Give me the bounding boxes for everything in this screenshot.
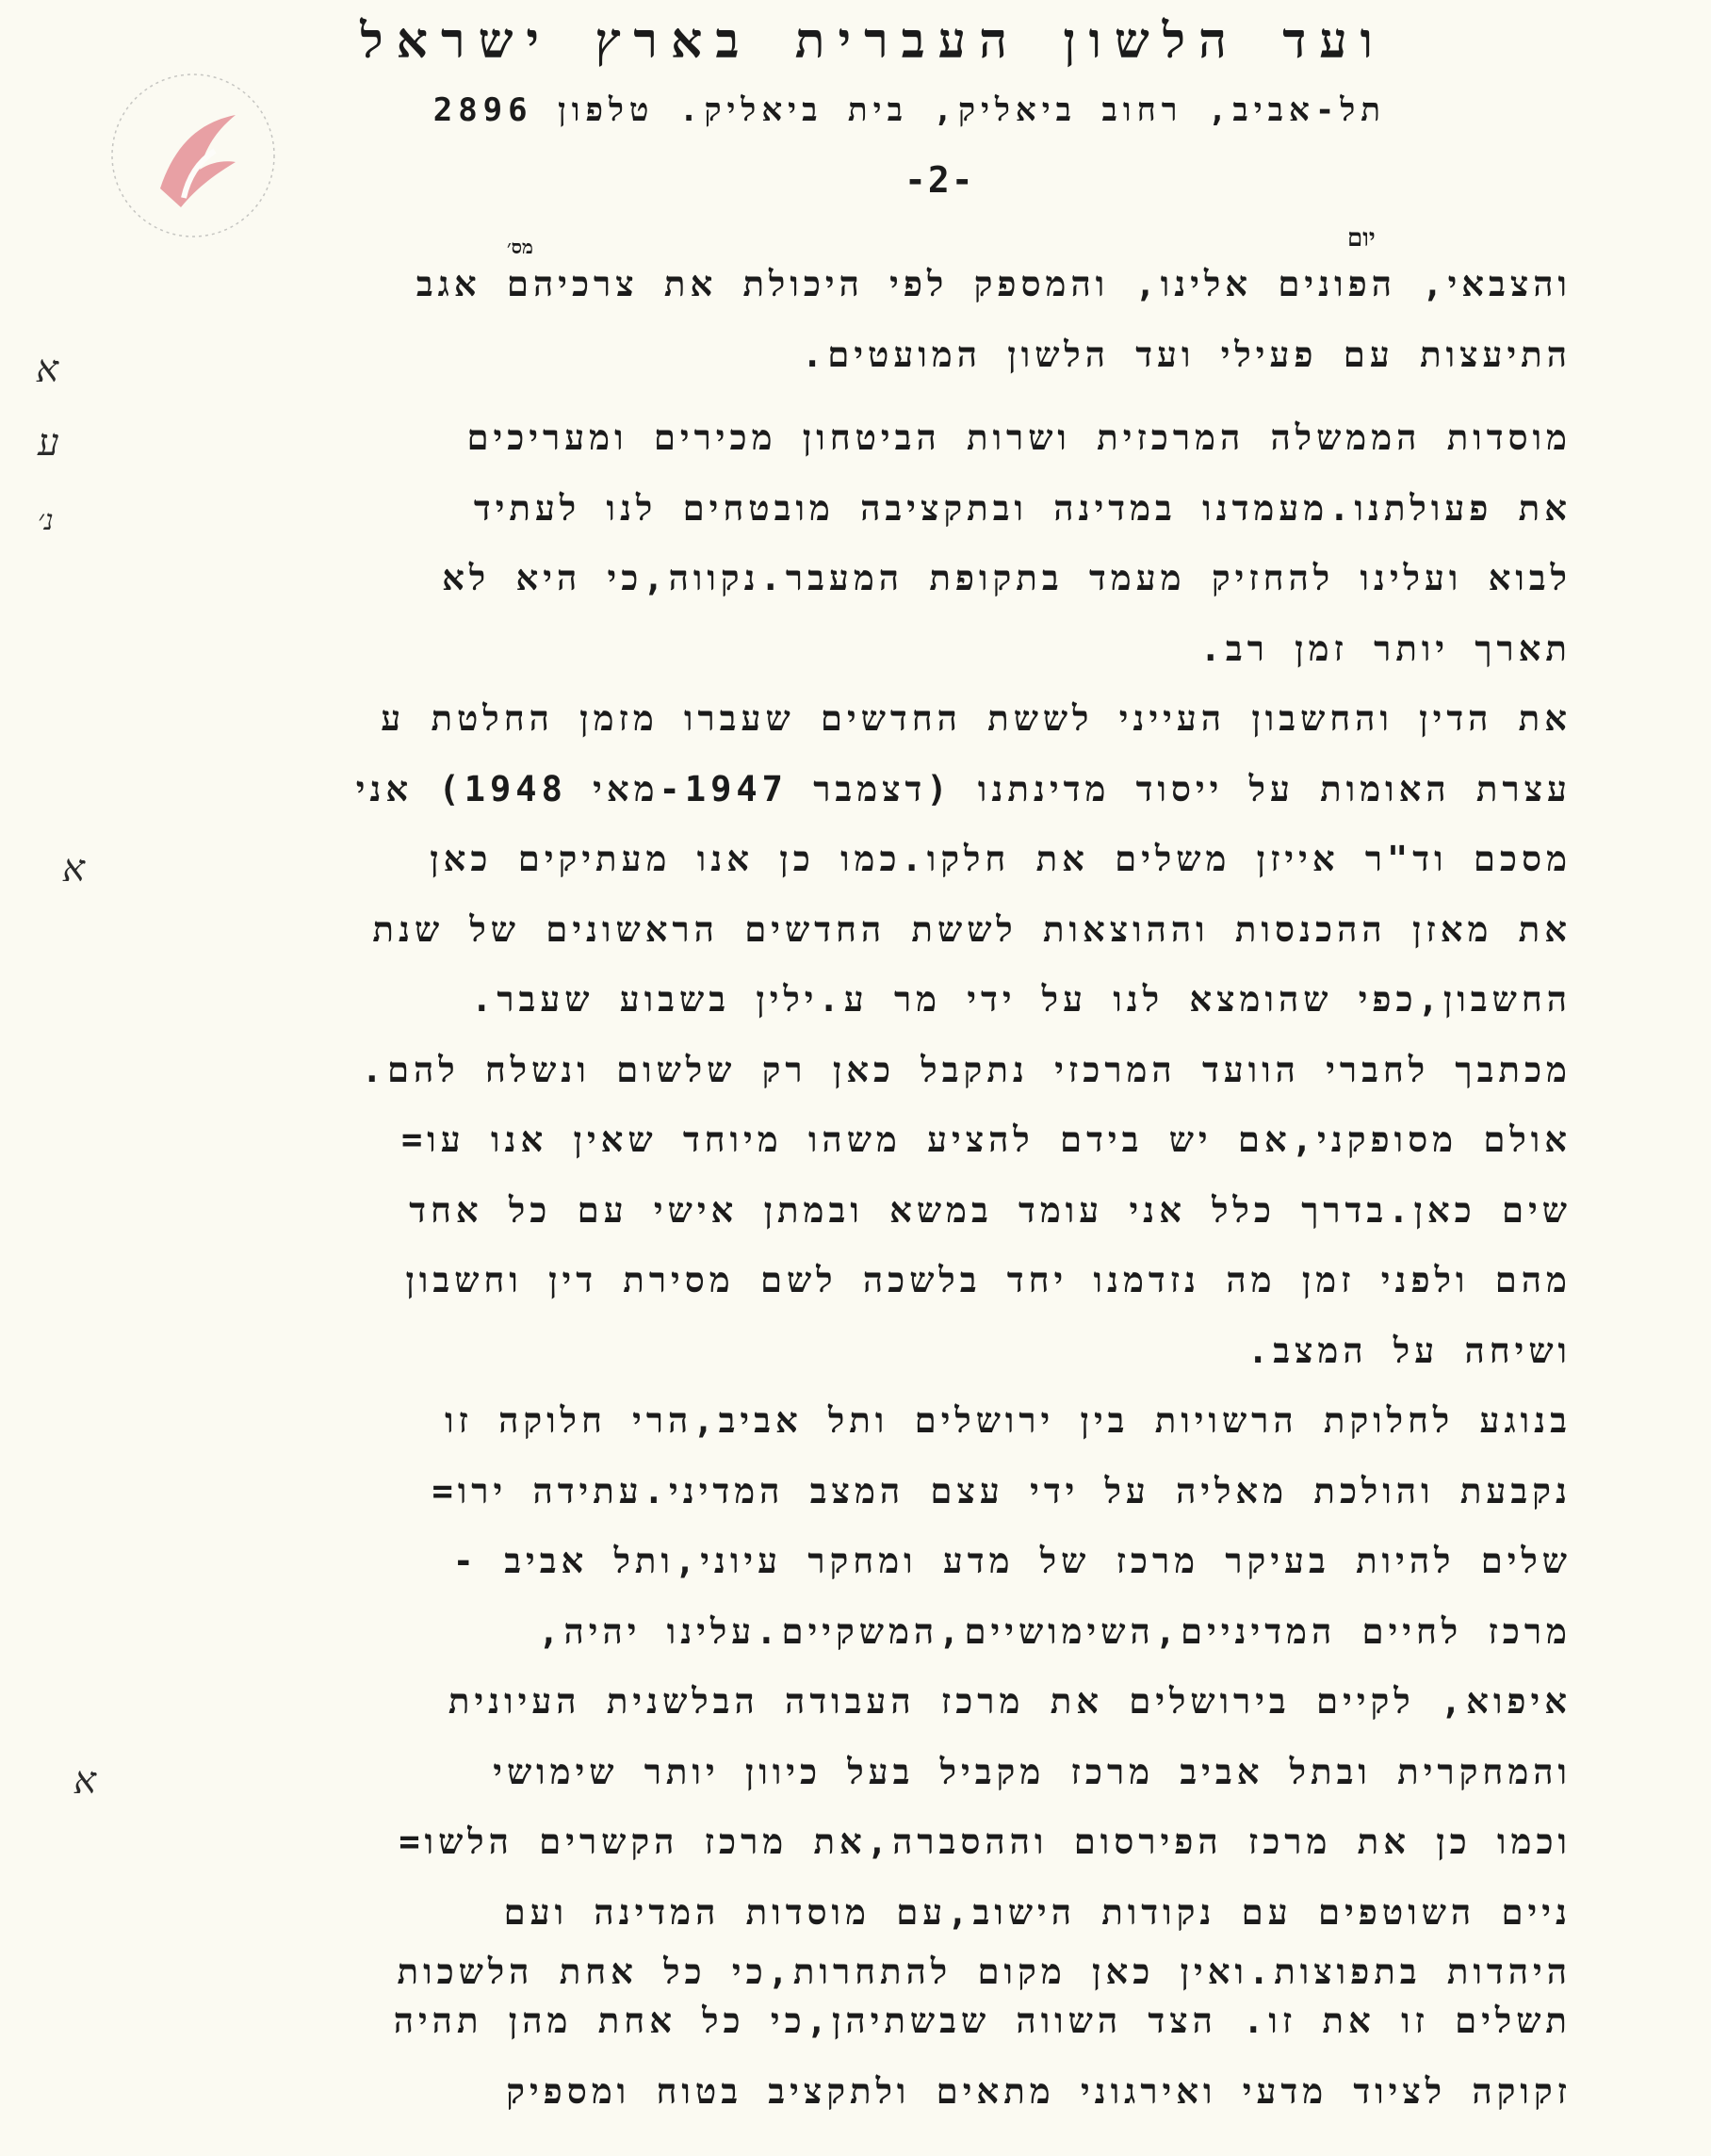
margin-mark: נ׳ xyxy=(38,504,54,537)
body-line: מסכם וד"ר אייזן משלים את חלקו.כמו כן אנו מעתיקים כאן xyxy=(430,839,1572,879)
body-line: והמחקרית ובתל אביב מרכז מקביל בעל כיוון יותר שימושי xyxy=(493,1751,1572,1792)
body-line: את הדין והחשבון העייני לששת החדשים שעברו מזמן החלטת ע xyxy=(381,698,1572,739)
body-line: היהדות בתפוצות.ואין כאן מקום להתחרות,כי כל אחת הלשכות xyxy=(397,1952,1572,1992)
body-line: בנוגע לחלוקת הרשויות בין ירושלים ותל אביב,הרי חלוקה זו xyxy=(445,1400,1572,1441)
page-number: -2- xyxy=(904,159,975,201)
body-line: ושיחה על המצב. xyxy=(1247,1330,1572,1371)
body-line: איפוא, לקיים בירושלים את מרכז העבודה הבלשנית העיונית xyxy=(448,1681,1572,1722)
body-line: תשלים זו את זו. הצד השווה שבשתיהן,כי כל אחת מהן תהיה xyxy=(393,2001,1572,2041)
handwritten-insertion-mas: מס׳ xyxy=(507,236,533,258)
letter-body xyxy=(73,250,1572,2128)
body-line: עצרת האומות על ייסוד מדינתנו (דצמבר 1947-מאי 1948) אני xyxy=(355,768,1572,809)
body-line: שים כאן.בדרך כלל אני עומד במשא ובמתן אישי עם כל אחד xyxy=(409,1189,1572,1231)
margin-mark: ע xyxy=(38,421,59,465)
body-line: את פעולתנו.מעמדנו במדינה ובתקציבה מובטחים לנו לעתיד xyxy=(473,487,1572,529)
handwritten-insertion-yom: יום xyxy=(1347,224,1376,253)
body-line: ניים השוטפים עם נקודות הישוב,עם מוסדות המדינה ועם xyxy=(503,1891,1572,1933)
body-line: מהם ולפני זמן מה נזדמנו יחד בלשכה לשם מסירת דין וחשבון xyxy=(405,1260,1572,1300)
body-line: התיעצות עם פעילי ועד הלשון המועטים. xyxy=(801,334,1572,375)
body-line: והצבאי, הפונים אלינו, והמספק לפי היכולת את צרכיהם אגב xyxy=(416,264,1572,304)
body-line: מרכז לחיים המדיניים,השימושיים,המשקיים.עלינו יהיה, xyxy=(538,1610,1572,1652)
body-line: וכמו כן את מרכז הפירסום וההסברה,את מרכז הקשרים הלשו= xyxy=(399,1821,1572,1862)
letterhead-title: ועד הלשון העברית בארץ ישראל xyxy=(360,13,1386,70)
body-line: זקוקה לציוד מדעי ואירגוני מתאים ולתקציב בטוח ומספיק xyxy=(506,2071,1572,2112)
body-line: מכתבך לחברי הוועד המרכזי נתקבל כאן רק שלשום ונשלח להם. xyxy=(361,1049,1572,1090)
body-line: מוסדות הממשלה המרכזית ושרות הביטחון מכירים ומעריכים xyxy=(466,417,1572,458)
body-line: לבוא ועלינו להחזיק מעמד בתקופת המעבר.נקווה,כי היא לא xyxy=(442,558,1572,598)
margin-mark: א xyxy=(36,348,59,391)
margin-mark: א xyxy=(62,847,86,890)
margin-mark: א xyxy=(73,1759,97,1803)
body-line: שלים להיות בעיקר מרכז של מדע ומחקר עיוני,ותל אביב - xyxy=(452,1541,1572,1581)
body-line: אולם מסופקני,אם יש בידם להציע משהו מיוחד שאין אנו עו= xyxy=(401,1119,1572,1160)
academy-stamp-logo xyxy=(94,57,292,254)
body-line: תארך יותר זמן רב. xyxy=(1199,628,1572,669)
body-line: נקבעת והולכת מאליה על ידי עצם המצב המדיני.עתידה ירו= xyxy=(432,1470,1572,1511)
body-line: את מאזן ההכנסות וההוצאות לששת החדשים הראשונים של שנת xyxy=(372,908,1572,950)
letterhead-address: תל-אביב, רחוב ביאליק, בית ביאליק. טלפון 2896 xyxy=(432,91,1386,129)
body-line: החשבון,כפי שהומצא לנו על ידי מר ע.ילין בשבוע שעבר. xyxy=(471,979,1572,1020)
